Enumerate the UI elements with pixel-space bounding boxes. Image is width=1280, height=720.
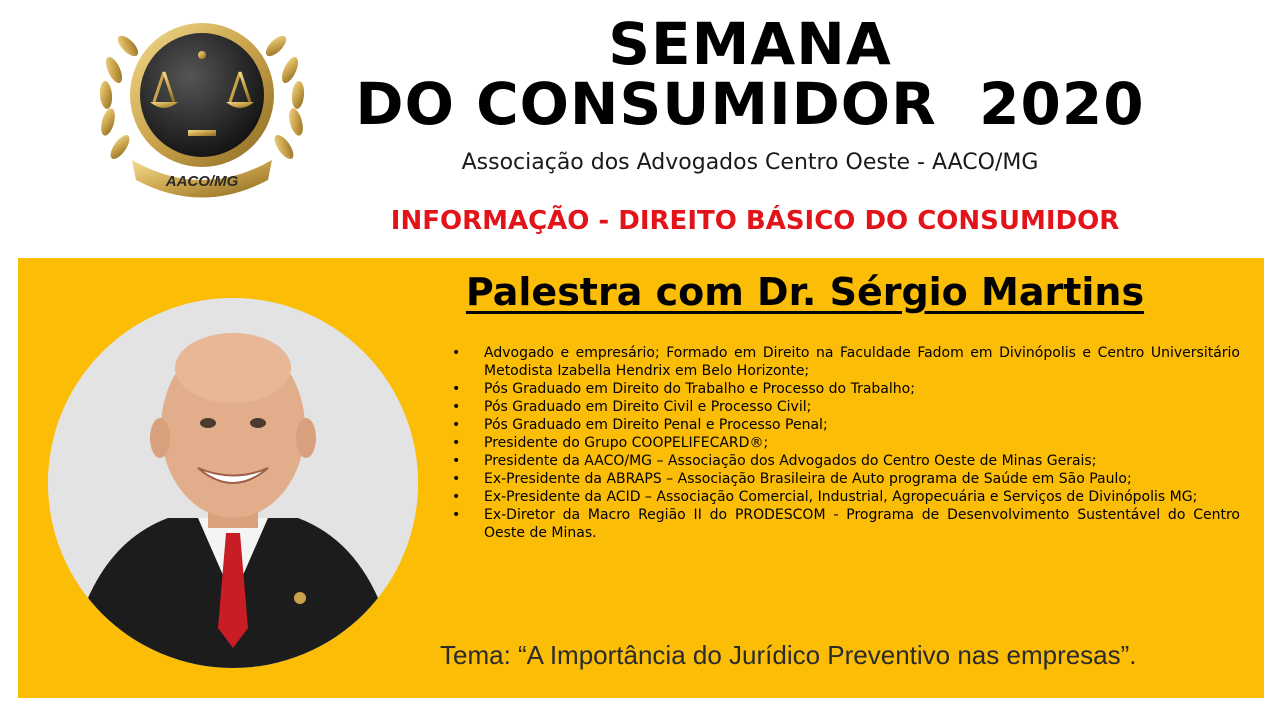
bullet-icon: •	[452, 417, 461, 433]
bullet-icon: •	[452, 507, 461, 523]
bio-item-text: Pós Graduado em Direito Penal e Processo Penal;	[484, 417, 828, 433]
bullet-icon: •	[452, 381, 461, 397]
speaker-bio-list	[450, 344, 1240, 542]
list-item	[450, 470, 1240, 488]
bio-item-text: Pós Graduado em Direito Civil e Processo Civil;	[484, 399, 812, 415]
list-item	[450, 398, 1240, 416]
scales-of-justice-icon	[92, 10, 312, 200]
bio-item-text: Presidente da AACO/MG – Associação dos Advogados do Centro Oeste de Minas Gerais;	[484, 453, 1097, 469]
aaco-logo	[92, 10, 312, 200]
talk-theme: Tema: “A Importância do Jurídico Preventivo nas empresas”.	[440, 640, 1137, 670]
list-item	[450, 380, 1240, 398]
tagline: INFORMAÇÃO - DIREITO BÁSICO DO CONSUMIDOR	[390, 206, 1120, 236]
bullet-icon: •	[452, 471, 461, 487]
speaker-photo	[48, 298, 418, 668]
bullet-icon: •	[452, 435, 461, 451]
bio-item-text: Ex-Presidente da ACID – Associação Comercial, Industrial, Agropecuária e Serviços de Divinópolis MG;	[484, 489, 1198, 505]
list-item	[450, 506, 1240, 542]
bio-item-text: Advogado e empresário; Formado em Direito na Faculdade Fadom em Divinópolis e Centro Universitário Metodista Izabella Hendrix em Belo Horizonte;	[484, 345, 1240, 379]
list-item	[450, 416, 1240, 434]
list-item	[450, 344, 1240, 380]
bullet-icon: •	[452, 399, 461, 415]
list-item	[450, 452, 1240, 470]
bullet-icon: •	[452, 345, 461, 361]
bio-item-text: Presidente do Grupo COOPELIFECARD®;	[484, 435, 769, 451]
title-line-1: SEMANA	[608, 10, 892, 78]
bio-item-text: Pós Graduado em Direito do Trabalho e Processo do Trabalho;	[484, 381, 915, 397]
bio-item-text: Ex-Presidente da ABRAPS – Associação Brasileira de Auto programa de Saúde em São Paulo;	[484, 471, 1132, 487]
page-title	[330, 10, 1170, 138]
list-item	[450, 434, 1240, 452]
bullet-icon: •	[452, 453, 461, 469]
talk-heading: Palestra com Dr. Sérgio Martins	[465, 270, 1145, 314]
bio-item-text: Ex-Diretor da Macro Região II do PRODESCOM - Programa de Desenvolvimento Sustentável do Centro Oeste de Minas.	[484, 507, 1240, 541]
bullet-icon: •	[452, 489, 461, 505]
subtitle: Associação dos Advogados Centro Oeste - AACO/MG	[461, 150, 1039, 175]
title-line-2: DO CONSUMIDOR 2020	[355, 70, 1145, 138]
svg-text:AACO/MG: AACO/MG	[165, 173, 239, 190]
list-item	[450, 488, 1240, 506]
